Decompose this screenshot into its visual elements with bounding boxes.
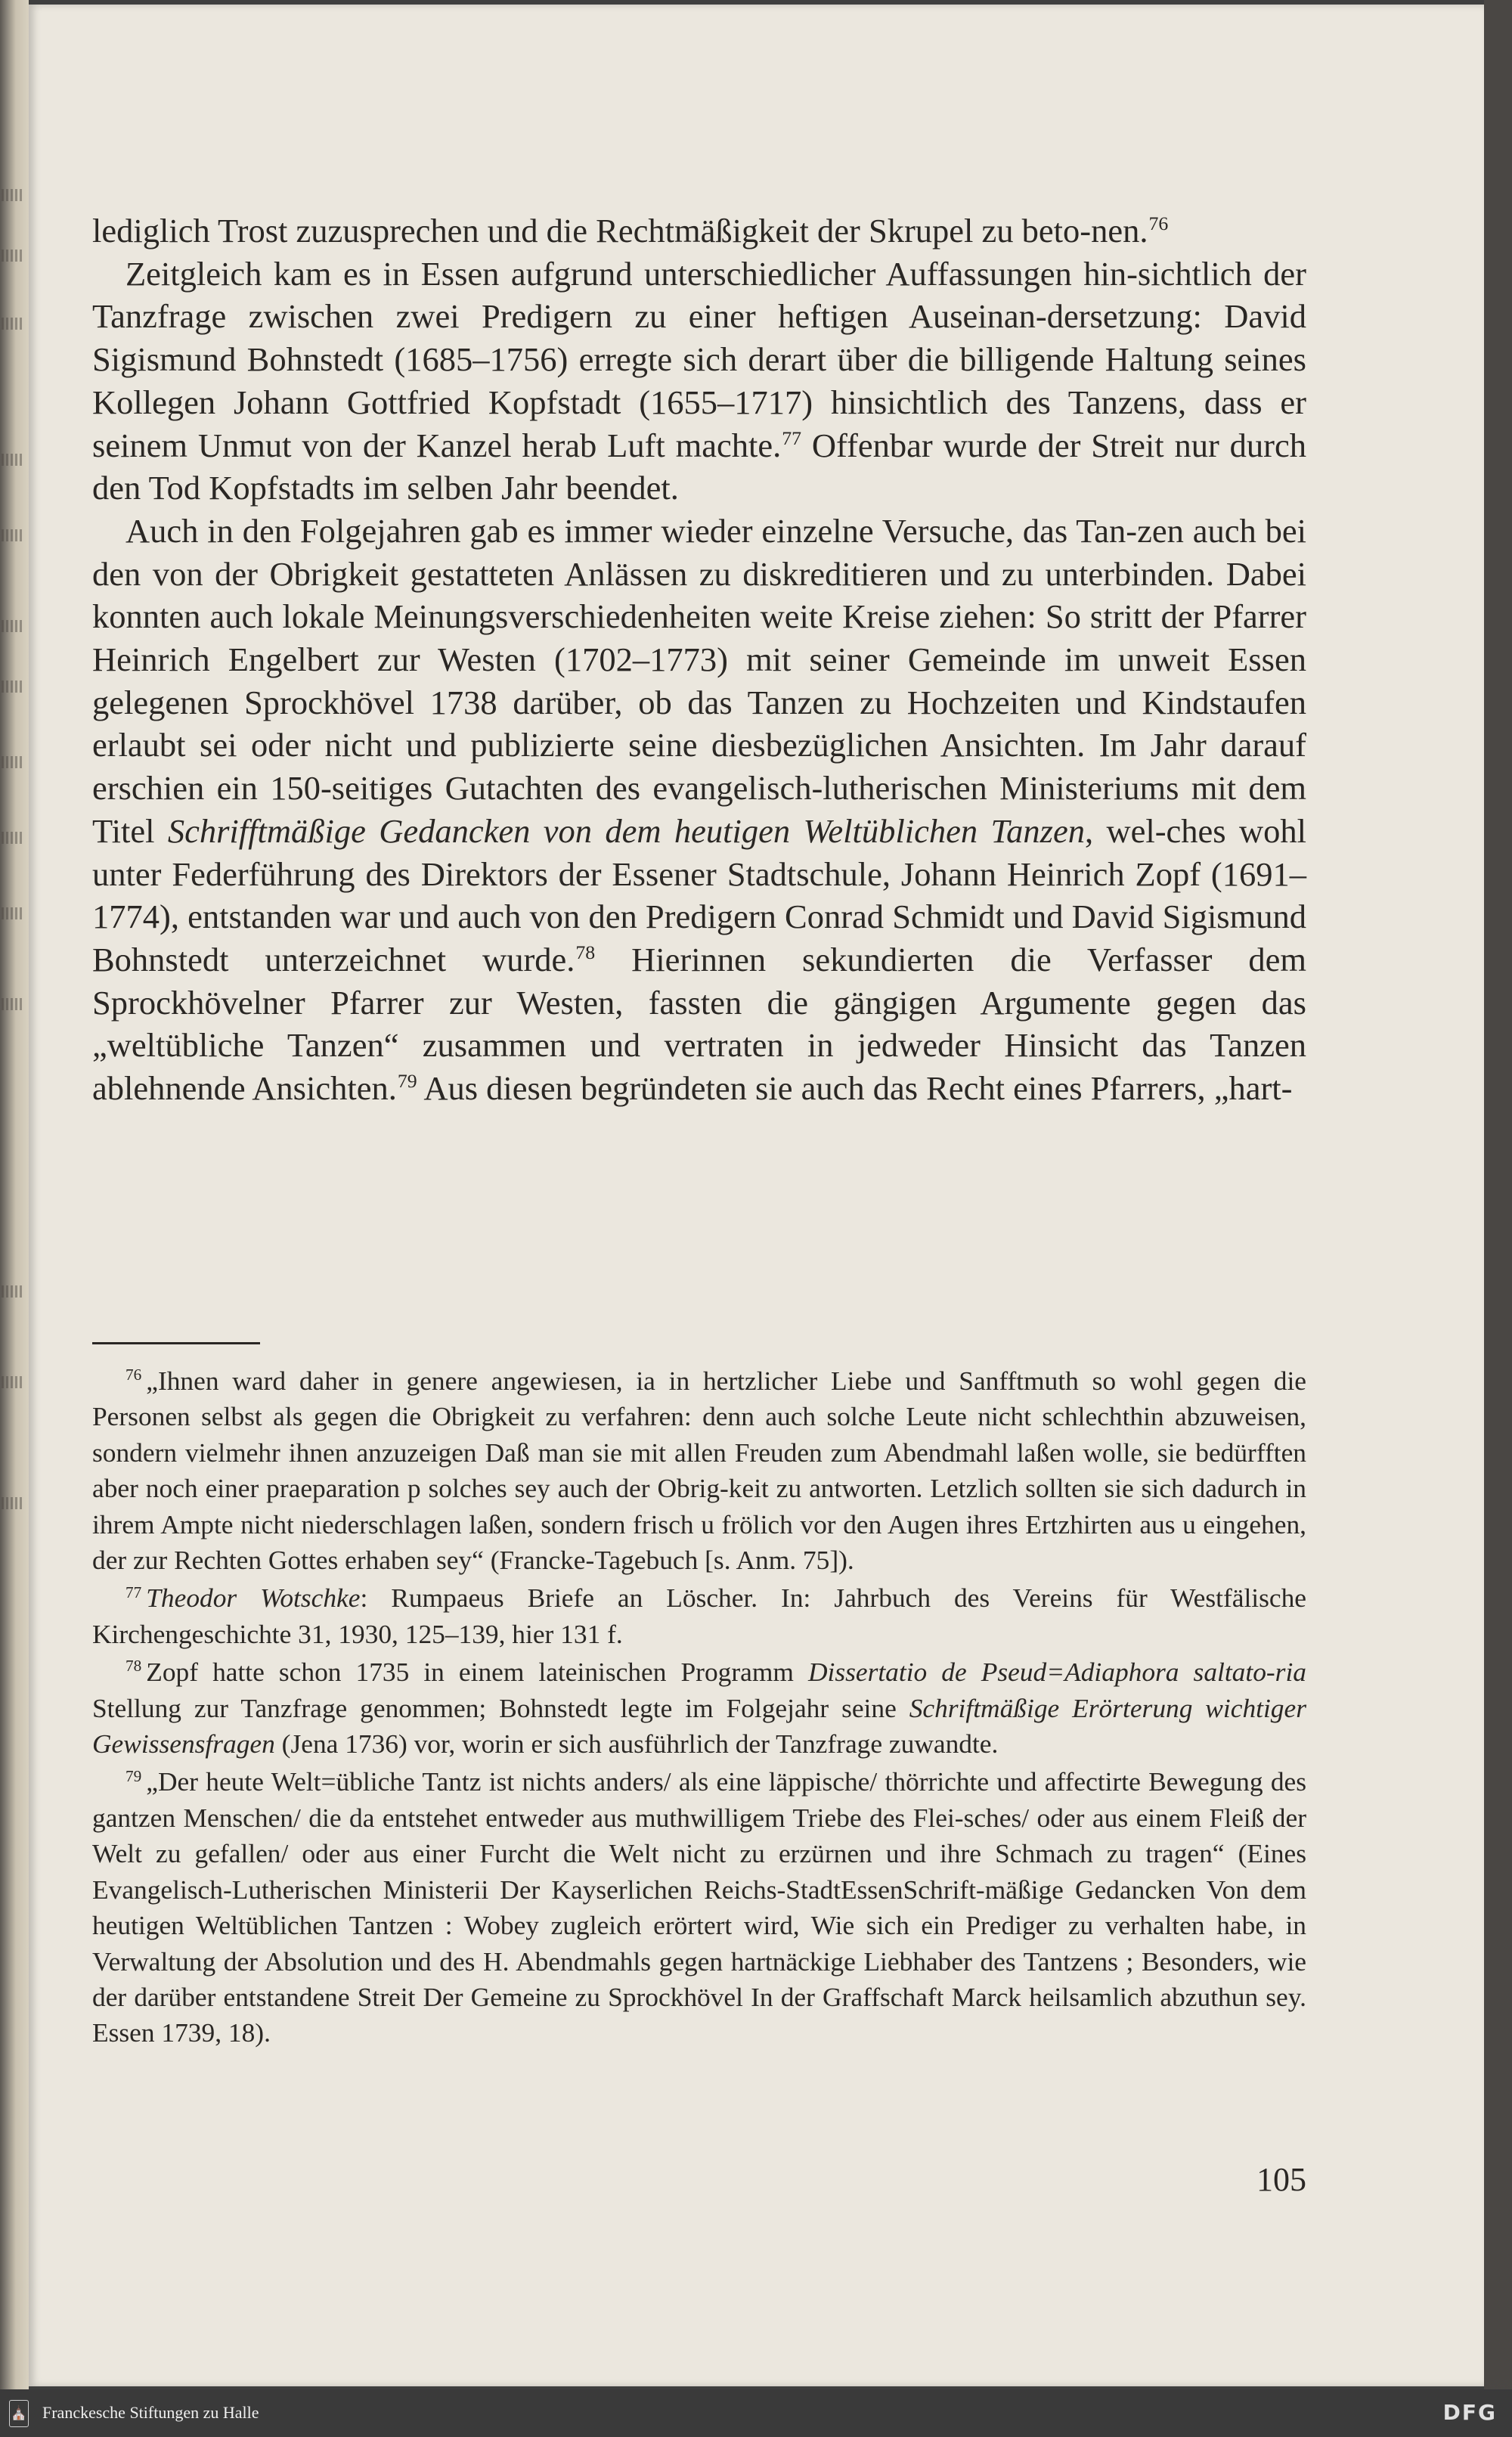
footnote-reference: 79: [397, 1070, 417, 1093]
footnote-76: [92, 1363, 1306, 1578]
text-run: lediglich Trost zuzusprechen und die Rechtmäßigkeit der Skrupel zu beto-nen.: [92, 212, 1148, 250]
text-run: Aus diesen begründeten sie auch das Recht eines Pfarrers, „hart-: [417, 1069, 1293, 1108]
text-run: Stellung zur Tanzfrage genommen; Bohnstedt legte im Folgejahr seine: [92, 1692, 909, 1723]
body-paragraph: [92, 510, 1306, 1110]
text-run: Zeitgleich kam es in Essen aufgrund unterschiedlicher Auffassungen hin-sichtlich der Tanzfrage zwischen zwei Predigern zu einer heftigen Auseinan-dersetzung: David Sigismund Bohnstedt (1685–1756) erregte sich derart über die billigende Haltung seines Kollegen Johann Gottfried Kopfstadt (1655–1717) hinsichtlich des Tanzens, dass er seinem Unmut von der Kanzel herab Luft machte.: [92, 254, 1306, 464]
text-run: „Ihnen ward daher in genere angewiesen, ia in hertzlicher Liebe und Sanfftmuth so wohl gegen die Personen selbst als gegen die Obrigkeit zu verfahren: denn auch solche Leute nicht schlechthin abzuweisen, sondern vielmehr ihnen anzuzeigen Daß man sie mit allen Freuden zum Abendmahl laßen wolle, sie bedürfften aber noch einer praeparation p solches sey auch der Obrig-keit zu antworten. Letzlich sollten sie sich dadurch in ihrem Ampte nicht niederschlagen laßen, sondern frisch u frölich vor den Augen ihres Ertzhirten aus u eingehen, der zur Rechten Gottes erhaben sey“ (Francke-Tagebuch [s. Anm. 75]).: [92, 1366, 1306, 1576]
main-body-text: [92, 209, 1306, 1110]
text-run: „Der heute Welt=übliche Tantz ist nichts anders/ als eine läppische/ thörrichte und affectirte Bewegung des gantzen Menschen/ die da entstehet entweder aus muthwilligem Triebe des Flei-sches/ oder aus einem Fleiß der Welt zu gefallen/ oder aus einer Furcht die Welt nicht zu erzürnen und ihre Schmach zu tragen“ (Eines Evangelisch-Lutherischen Ministerii Der Kayserlichen Reichs-StadtEssenSchrift-mäßige Gedancken Von dem heutigen Weltüblichen Tantzen : Wobey zugleich erörtert wird, Wie sich ein Prediger zu verhalten habe, in Verwaltung der Absolution und des H. Abendmahls gegen hartnäckige Liebhaber des Tantzens ; Besonders, wie der darüber entstandene Streit Der Gemeine zu Sprockhövel In der Graffschaft Marck heilsamlich abzuthun sey. Essen 1739, 18).: [92, 1766, 1306, 2048]
italic-title: Schriftmäßige Erörterung wichtiger Gewissensfragen: [92, 1692, 1306, 1760]
footnotes: [92, 1363, 1306, 2054]
text-run: Offenbar wurde der Streit nur durch den Tod Kopfstadts im selben Jahr beendet.: [92, 426, 1306, 507]
footnote-79: [92, 1764, 1306, 2051]
footnote-number: 77: [125, 1583, 142, 1601]
footnote-separator: [92, 1342, 260, 1344]
scan-right-border: [1484, 0, 1512, 2389]
page-number: 105: [1256, 2161, 1306, 2198]
institution-name: Franckesche Stiftungen zu Halle: [42, 2403, 259, 2422]
italic-title: Theodor Wotschke: [146, 1583, 361, 1614]
footnote-number: 76: [125, 1366, 142, 1384]
italic-title: Dissertatio de Pseud=Adiaphora saltato-ria: [807, 1657, 1306, 1688]
text-run: : Rumpaeus Briefe an Löscher. In: Jahrbuch des Vereins für Westfälische Kirchengeschichte 31, 1930, 125–139, hier 131 f.: [92, 1583, 1306, 1649]
footnote-reference: 78: [575, 941, 596, 964]
footnote-number: 79: [125, 1766, 142, 1785]
footnote-78: [92, 1654, 1306, 1762]
text-run: Auch in den Folgejahren gab es immer wieder einzelne Versuche, das Tan-zen auch bei den von der Obrigkeit gestatteten Anlässen zu diskreditieren und zu unterbinden. Dabei konnten auch lokale Meinungsverschiedenheiten weite Kreise ziehen: So stritt der Pfarrer Heinrich Engelbert zur Westen (1702–1773) mit seiner Gemeinde im unweit Essen gelegenen Sprockhövel 1738 darüber, ob das Tanzen zu Hochzeiten und Kindstaufen erlaubt sei oder nicht und publizierte seine diesbezüglichen Ansichten. Im Jahr darauf erschien ein 150-seitiges Gutachten des evangelisch-lutherischen Ministeriums mit dem Titel: [92, 511, 1306, 850]
text-run: Hierinnen sekundierten die Verfasser dem Sprockhövelner Pfarrer zur Westen, fassten die gängigen Argumente gegen das „weltübliche Tanzen“ zusammen und vertraten in jedweder Hinsicht das Tanzen ablehnende Ansichten.: [92, 940, 1306, 1108]
body-paragraph: [92, 209, 1306, 253]
footnote-reference: 77: [782, 426, 802, 449]
footnote-reference: 76: [1148, 212, 1169, 235]
text-run: (Jena 1736) vor, worin er sich ausführlich der Tanzfrage zuwandte.: [274, 1729, 999, 1760]
text-run: Zopf hatte schon 1735 in einem lateinischen Programm: [146, 1657, 808, 1688]
footnote-77: [92, 1580, 1306, 1652]
viewer-footer-bar: [0, 2389, 1512, 2437]
franckesche-stiftungen-logo-icon: ⛪: [9, 2400, 29, 2427]
footnote-number: 78: [125, 1657, 142, 1676]
body-paragraph: [92, 253, 1306, 510]
text-run: , wel-ches wohl unter Federführung des Direktors der Essener Stadtschule, Johann Heinrich Zopf (1691–1774), entstanden war und auch von den Predigern Conrad Schmidt und David Sigismund Bohnstedt unterzeichnet wurde.: [92, 811, 1306, 978]
dfg-logo: DFG: [1442, 2400, 1497, 2425]
adjacent-page-edge: [0, 0, 29, 2389]
italic-title: Schrifftmäßige Gedancken von dem heutigen Weltüblichen Tanzen: [167, 811, 1085, 850]
